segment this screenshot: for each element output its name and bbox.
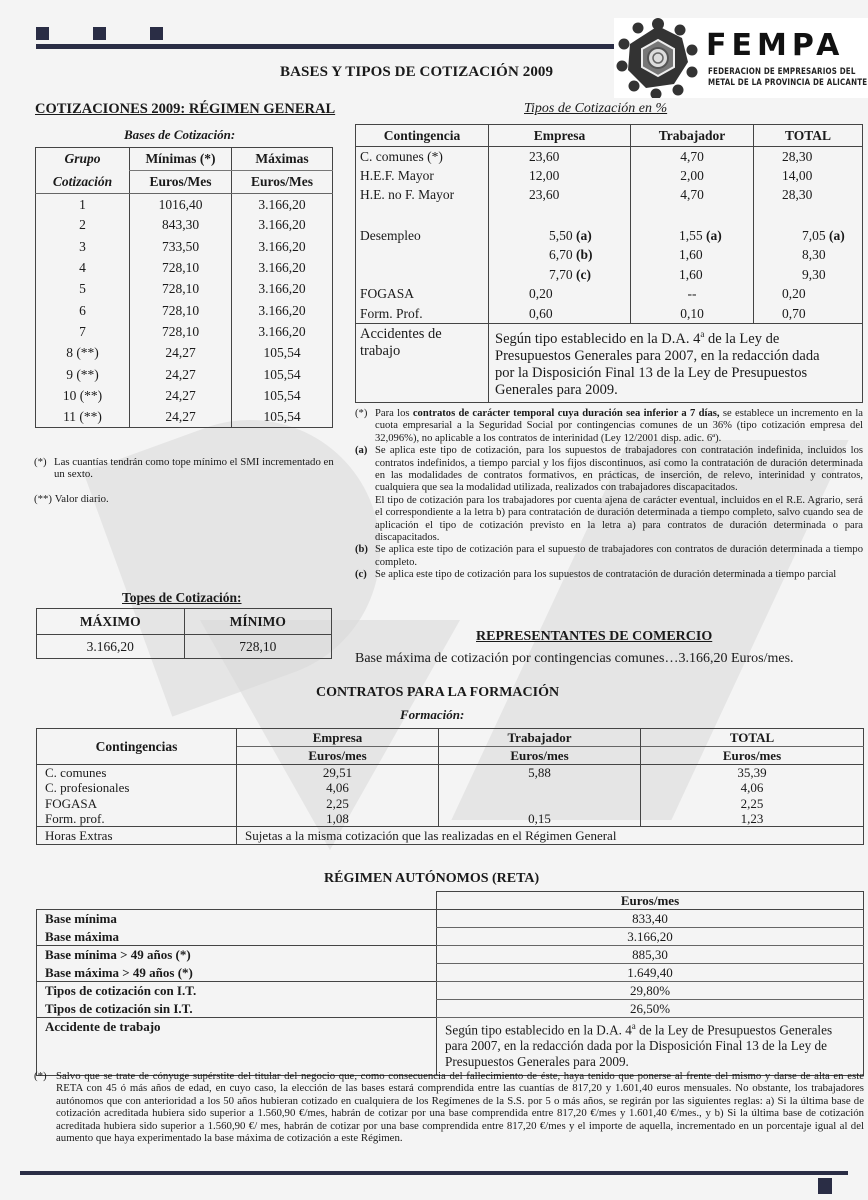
table-row — [37, 964, 864, 982]
cell-empresa: 0,60 — [489, 304, 631, 324]
header-unit: Euros/mes — [237, 747, 439, 765]
cell-value: 833,40 — [437, 910, 864, 928]
cell-trabajador: -- — [631, 285, 754, 305]
table-row — [36, 257, 333, 278]
cell-minima: 728,10 — [130, 257, 232, 278]
table-row — [356, 226, 863, 246]
cell-contingencia: Desempleo — [360, 227, 421, 243]
cell-empresa: 5,50 (a) — [489, 226, 631, 246]
cell-empresa: 1,08 — [237, 811, 439, 827]
cell-total: 35,39 — [641, 765, 864, 781]
cell-total: 8,30 — [754, 246, 863, 266]
header-square — [150, 27, 163, 40]
cell-minima: 728,10 — [130, 321, 232, 342]
cell-minima: 24,27 — [130, 343, 232, 364]
cell-minima: 733,50 — [130, 236, 232, 257]
cell-maxima: 3.166,20 — [232, 279, 333, 300]
header-contingencia: Contingencia — [356, 125, 489, 147]
note-label: (a) — [355, 445, 368, 457]
table-row — [356, 166, 863, 186]
topes-max-header: MÁXIMO — [37, 609, 185, 635]
cell-empresa: 6,70 (b) — [489, 246, 631, 266]
cell-total: 1,23 — [641, 811, 864, 827]
note-text: Salvo que se trate de cónyuge supérstite del titular del negocio que, como consecuencia del fallecimiento de éste, haya tenido que ponerse al frente del mismo y darse de alta en este RETA con 45 ó más años de edad, en cuyo caso, la elección de las bases estará comprendida entre las cuantías de 817,20 y 1.601,40 euros mensuales. No obstante, los trabajadores autónomos que con anterioridad a los 50 años hubieran cotizado en cualquiera de los Regímenes de la S.S. por 5 o más años, se regirán por las siguientes reglas: a) Si la última base de cotización acreditada hubiera sido superior a 1.560,90 €/mes, habrán de cotizar por una base comprendida entre 817,20 €/mes y 1.601,40 €/mes., y b) Si la última base de cotización acreditada hubiera sido superior a 1.560,90 €/ mes, habrán de cotizar por una base comprendida entre 817,20 €/mes y el importe de aquella, incrementado en un porcentaje igual al del aumento que haya experimentado la base máxima de cotización a este Régimen. — [56, 1070, 864, 1145]
header-unit: Euros/mes — [641, 747, 864, 765]
table-row — [36, 236, 333, 257]
header-rule — [36, 44, 626, 49]
note-label: (c) — [355, 569, 367, 581]
cell-maxima: 3.166,20 — [232, 236, 333, 257]
cell-total: 28,30 — [754, 147, 863, 167]
cell-total: 0,20 — [754, 285, 863, 305]
cell-empresa: 12,00 — [489, 166, 631, 186]
cell-contingencia: Accidentes de trabajo — [356, 324, 489, 403]
cell-grupo: 5 — [79, 281, 86, 297]
cell-label: Base mínima > 49 años (*) — [37, 946, 437, 964]
table-row — [37, 796, 864, 812]
table-row — [37, 1000, 864, 1018]
cell-value: 1.649,40 — [437, 964, 864, 982]
header-unit-min: Euros/Mes — [130, 171, 232, 194]
reta-unit-header: Euros/mes — [436, 891, 864, 909]
topes-max-value: 3.166,20 — [86, 638, 134, 654]
note-label: (b) — [355, 544, 368, 556]
cell-total: 28,30 — [754, 186, 863, 206]
header-grupo: Grupo — [64, 151, 101, 167]
cell-grupo: 6 — [79, 302, 86, 318]
cell-label: Accidente de trabajo — [37, 1018, 437, 1076]
topes-min-value: 728,10 — [184, 635, 332, 659]
cell-maxima: 3.166,20 — [232, 194, 333, 215]
table-row — [36, 406, 333, 427]
table-row-accidente — [37, 1018, 864, 1076]
reta-footnote — [34, 1070, 864, 1144]
cell-contingencia: C. comunes — [45, 765, 107, 781]
cell-maxima: 3.166,20 — [232, 257, 333, 278]
table-row — [37, 780, 864, 796]
header-maximas: Máximas — [232, 148, 333, 171]
cell-maxima: 105,54 — [232, 385, 333, 406]
cell-empresa: 23,60 — [489, 186, 631, 206]
footer-square — [818, 1178, 832, 1194]
cell-contingencia: H.E.F. Mayor — [360, 167, 434, 183]
header-total: TOTAL — [754, 125, 863, 147]
cell-minima: 24,27 — [130, 364, 232, 385]
note-text: Valor diario. — [54, 492, 109, 505]
topes-min-header: MÍNIMO — [184, 609, 332, 635]
cell-grupo: 10 (**) — [62, 387, 103, 403]
cell-trabajador: 1,55 (a) — [631, 226, 754, 246]
note-label: (*) — [355, 408, 368, 419]
table-row — [36, 385, 333, 406]
cell-value: 3.166,20 — [437, 928, 864, 946]
header-square — [93, 27, 106, 40]
cell-trabajador: 5,88 — [439, 765, 641, 781]
logo-subtitle-line2: METAL DE LA PROVINCIA DE ALICANTE — [708, 78, 868, 88]
cell-total: 14,00 — [754, 166, 863, 186]
cell-grupo: 2 — [79, 217, 86, 233]
tipos-notes — [355, 408, 863, 582]
tipos-title: Tipos de Cotización en % — [524, 101, 668, 116]
cell-grupo: 4 — [79, 260, 86, 276]
table-row — [37, 946, 864, 964]
logo-subtitle-line1: FEDERACION DE EMPRESARIOS DEL — [708, 67, 856, 77]
cell-trabajador: 4,70 — [631, 186, 754, 206]
representantes-text: Base máxima de cotización por contingencias comunes…3.166,20 Euros/mes. — [355, 651, 794, 666]
cell-trabajador — [439, 780, 641, 796]
note-text: Se aplica este tipo de cotización para el supuesto de trabajadores con contratos de duración determinada a tiempo completo. — [375, 544, 863, 568]
table-row — [36, 364, 333, 385]
cell-contingencia: Form. Prof. — [360, 305, 423, 321]
header-trabajador: Trabajador — [439, 729, 641, 747]
cell-label: Base máxima — [45, 928, 120, 944]
cell-contingencia: C. comunes (*) — [360, 148, 443, 164]
cell-value: 26,50% — [437, 1000, 864, 1018]
regimen-general-title: COTIZACIONES 2009: RÉGIMEN GENERAL — [35, 101, 336, 117]
table-row — [37, 765, 864, 781]
table-row-accidentes — [356, 324, 863, 403]
cell-total: 9,30 — [754, 265, 863, 285]
cell-grupo: 8 (**) — [66, 345, 99, 361]
cell-trabajador: 1,60 — [631, 246, 754, 266]
note-text: El tipo de cotización para los trabajadores por cuenta ajena de carácter eventual, incluidos en el R.E. Agrario, será el correspondiente a la letra b) para contratación de duración determinada a tiempo completo, salvo cuando sea de aplicación el tipo de cotización previsto en la letra a) para contratos de duración determinada o para discapacitados. — [375, 494, 863, 544]
cell-maxima: 105,54 — [232, 406, 333, 427]
cell-label: Tipos de cotización con I.T. — [37, 982, 437, 1000]
table-row — [356, 186, 863, 206]
table-row — [37, 928, 864, 946]
cell-minima: 1016,40 — [130, 194, 232, 215]
table-row — [36, 194, 333, 215]
table-row-horas-extras — [37, 827, 864, 845]
formacion-title: CONTRATOS PARA LA FORMACIÓN — [316, 685, 560, 700]
cell-total: 0,70 — [754, 304, 863, 324]
bases-cotizacion-table — [35, 147, 333, 428]
cell-maxima: 105,54 — [232, 364, 333, 385]
cell-empresa: 4,06 — [237, 780, 439, 796]
cell-total: 4,06 — [641, 780, 864, 796]
accidentes-text: Según tipo establecido en la D.A. 4$^a$ de la Ley de Presupuestos Generales para 2007, en la redacción dada por la Disposición Final 13 de la Ley de Presupuestos Generales para 2009. — [489, 324, 863, 403]
fempa-logo — [614, 18, 868, 98]
table-row — [36, 321, 333, 342]
table-row — [36, 343, 333, 364]
cell-contingencia: C. profesionales — [45, 780, 130, 796]
cell-minima: 843,30 — [130, 215, 232, 236]
reta-table — [36, 909, 864, 1076]
cell-grupo: 11 (**) — [63, 408, 102, 424]
table-row — [356, 147, 863, 167]
table-row — [356, 246, 863, 266]
tipos-cotizacion-table — [355, 124, 863, 403]
cell-empresa: 7,70 (c) — [489, 265, 631, 285]
cell-trabajador: 0,15 — [439, 811, 641, 827]
representantes-title: REPRESENTANTES DE COMERCIO — [476, 629, 713, 644]
cell-trabajador: 4,70 — [631, 147, 754, 167]
cell-empresa: 2,25 — [237, 796, 439, 812]
table-row — [356, 265, 863, 285]
page-title: BASES Y TIPOS DE COTIZACIÓN 2009 — [280, 64, 554, 80]
cell-trabajador — [439, 796, 641, 812]
table-row — [36, 279, 333, 300]
cell-value: 29,80% — [437, 982, 864, 1000]
cell-grupo: 1 — [79, 197, 86, 213]
note-text: Para los contratos de carácter temporal cuya duración sea inferior a 7 días, se establece un incremento en la cuota empresarial a la Seguridad Social por contingencias comunes de un 36% (tipo cotización empresa del 32,096%), no aplicable a los contratos de interinidad (Ley 12/2001 disp. adic. 6ª). — [375, 408, 863, 444]
topes-table — [36, 608, 332, 659]
note-label: (**) — [34, 492, 52, 505]
header-cotizacion: Cotización — [36, 171, 130, 194]
note-text: Se aplica este tipo de cotización, para los supuestos de trabajadores con contratación indefinida, incluidos los contratos indefinidos, a tiempo parcial y los fijos discontinuos, así como la contratación de duración determinada en las modalidades de contratos formativos, en prácticas, de inserción, de relevo, interinidad y contratos, cualquiera que sea la modalidad utilizada, realizados con trabajadores discapacitados. — [375, 445, 863, 494]
table-row — [36, 215, 333, 236]
cell-empresa: 0,20 — [489, 285, 631, 305]
topes-title: Topes de Cotización: — [122, 590, 242, 605]
cell-grupo: 7 — [79, 323, 86, 339]
header-empresa: Empresa — [489, 125, 631, 147]
cell-contingencia: Form. prof. — [45, 811, 105, 827]
table-row — [37, 910, 864, 928]
cell-maxima: 105,54 — [232, 343, 333, 364]
cell-minima: 728,10 — [130, 300, 232, 321]
header-trabajador: Trabajador — [631, 125, 754, 147]
cell-contingencia: H.E. no F. Mayor — [360, 187, 455, 203]
cell-grupo: 9 (**) — [66, 366, 99, 382]
header-empresa: Empresa — [237, 729, 439, 747]
cell-minima: 728,10 — [130, 279, 232, 300]
cell-contingencia: FOGASA — [45, 795, 98, 811]
cell-grupo: 3 — [79, 238, 86, 254]
cell-contingencia: Horas Extras — [37, 827, 237, 845]
cell-maxima: 3.166,20 — [232, 300, 333, 321]
header-square — [36, 27, 49, 40]
horas-extras-text: Sujetas a la misma cotización que las realizadas en el Régimen General — [237, 827, 864, 845]
cell-minima: 24,27 — [130, 385, 232, 406]
cell-label: Tipos de cotización sin I.T. — [45, 1000, 193, 1016]
cell-maxima: 3.166,20 — [232, 215, 333, 236]
header-unit: Euros/mes — [439, 747, 641, 765]
cell-trabajador: 2,00 — [631, 166, 754, 186]
footer-rule — [20, 1171, 848, 1175]
table-row — [356, 285, 863, 305]
table-row — [37, 982, 864, 1000]
cell-contingencia: FOGASA — [360, 286, 415, 302]
cell-empresa: 23,60 — [489, 147, 631, 167]
table-row — [37, 811, 864, 827]
formacion-subtitle: Formación: — [400, 707, 465, 722]
note-label: (*) — [34, 456, 47, 468]
formacion-table — [36, 728, 864, 845]
cell-trabajador: 1,60 — [631, 265, 754, 285]
cell-value: 885,30 — [437, 946, 864, 964]
bases-notes — [34, 456, 334, 505]
note-label: (*) — [34, 1070, 47, 1082]
cell-empresa: 29,51 — [237, 765, 439, 781]
cell-maxima: 3.166,20 — [232, 321, 333, 342]
cell-label: Base mínima — [45, 911, 117, 927]
table-row — [356, 304, 863, 324]
note-text: Las cuantías tendrán como tope mínimo el SMI incrementado en un sexto. — [54, 456, 334, 481]
header-minimas: Mínimas (*) — [130, 148, 232, 171]
header-unit-max: Euros/Mes — [232, 171, 333, 194]
accidente-text: Según tipo establecido en la D.A. 4$^a$ de la Ley de Presupuestos Generales para 2007, en la redacción dada por la Disposición Final 13 de la Ley de Presupuestos Generales para 2009. — [437, 1018, 864, 1076]
logo-wordmark: FEMPA — [706, 28, 845, 63]
cell-total: 2,25 — [641, 796, 864, 812]
header-total: TOTAL — [641, 729, 864, 747]
cell-total: 7,05 (a) — [754, 226, 863, 246]
note-text: Se aplica este tipo de cotización para los supuestos de contratación de duración determinada a tiempo parcial — [375, 569, 837, 581]
cell-minima: 24,27 — [130, 406, 232, 427]
nut-gear-icon — [616, 18, 700, 98]
header-contingencias: Contingencias — [37, 729, 237, 765]
reta-title: RÉGIMEN AUTÓNOMOS (RETA) — [324, 871, 540, 886]
bases-subtitle: Bases de Cotización: — [124, 127, 236, 142]
cell-label: Base máxima > 49 años (*) — [45, 964, 193, 980]
cell-trabajador: 0,10 — [631, 304, 754, 324]
table-row — [36, 300, 333, 321]
